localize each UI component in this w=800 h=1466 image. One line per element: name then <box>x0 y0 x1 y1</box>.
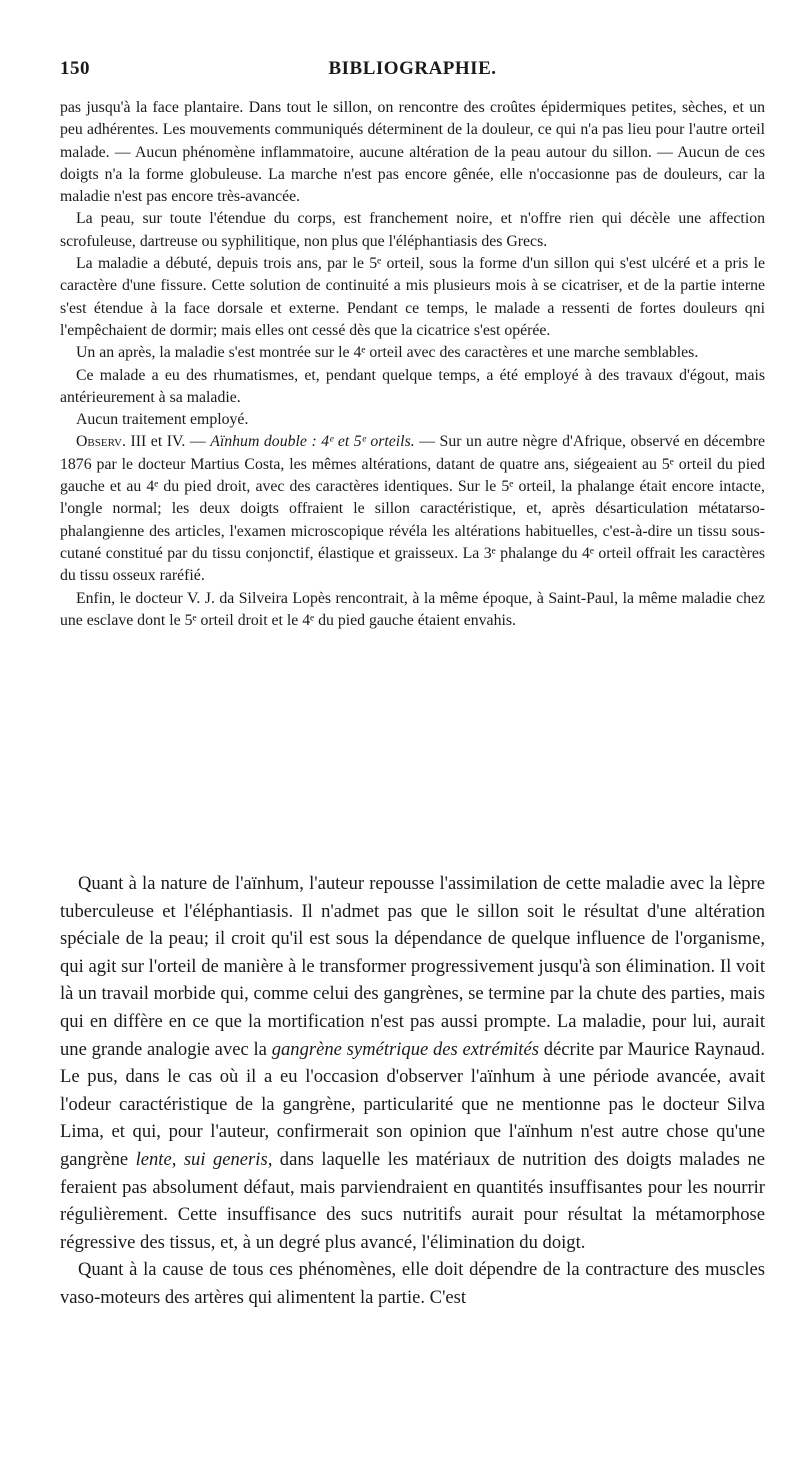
observation-title: Aïnhum double : 4ᵉ et 5ᵉ orteils. <box>210 433 415 451</box>
text-run: décrite par Maurice Raynaud. Le pus, dans le cas où il a eu l'occasion d'observer l'aïnhum à une période avancée, avait l'odeur caractéristique de la gangrène, particularité que ne mentionne pas le docteur Silva Lima, et qui, pour l'auteur, confirmerait son opinion que l'aïnhum n'est autre chose qu'une gangrène <box>60 1038 766 1170</box>
observation-text <box>60 97 765 632</box>
paragraph: Enfin, le docteur V. J. da Silveira Lopès rencontrait, à la même époque, à Saint-Paul, la même maladie chez une esclave dont le 5ᵉ orteil droit et le 4ᵉ du pied gauche étaient envahis. <box>60 589 765 629</box>
paragraph: Quant à la cause de tous ces phénomènes, elle doit dépendre de la contracture des muscles vaso-moteurs des artères qui alimentent la partie. C'est <box>60 1259 765 1308</box>
observation-number: III et IV. — <box>125 433 211 451</box>
running-header <box>60 58 765 88</box>
paragraph <box>60 870 765 1256</box>
paragraph: Un an après, la maladie s'est montrée sur le 4ᵉ orteil avec des caractères et une marche semblables. <box>76 344 699 362</box>
italic-term: gangrène symétrique des extrémités <box>271 1038 539 1060</box>
paragraph: La maladie a débuté, depuis trois ans, par le 5ᵉ orteil, sous la forme d'un sillon qui s'est ulcéré et a pris le caractère d'une fissure. Cette solution de continuité a mis plusieurs mois à se cicatriser, et de la partie interne s'est étendue à la face dorsale et externe. Pendant ce temps, le malade a ressenti de fortes douleurs qni l'empêchaient de dormir; mais elles ont cessé dès que la cicatrice s'est opérée. <box>60 255 765 339</box>
observation-heading-paragraph <box>60 431 765 587</box>
paragraph: Aucun traitement employé. <box>76 411 249 429</box>
paragraph: La peau, sur toute l'étendue du corps, est franchement noire, et n'offre rien qui décèle une affection scrofuleuse, dartreuse ou syphilitique, non plus que l'éléphantiasis des Grecs. <box>60 210 765 250</box>
running-title: BIBLIOGRAPHIE. <box>328 58 497 79</box>
text-run: Quant à la nature de l'aïnhum, l'auteur repousse l'assimilation de cette maladie avec la lèpre tuberculeuse et l'éléphantiasis. Il n'admet pas que le sillon soit le résultat d'une altération spéciale de la peau; il croit qu'il est sous la dépendance de quelque influence de l'organisme, qui agit sur l'orteil de manière à le transformer progressivement jusqu'à son élimination. Il voit là un travail morbide qui, comme celui des gangrènes, se termine par la chute des parties, mais qui en diffère en ce que la mortification n'est pas aussi prompte. La maladie, pour lui, aurait une grande analogie avec la <box>60 873 765 1060</box>
paragraph: pas jusqu'à la face plantaire. Dans tout le sillon, on rencontre des croûtes épidermiques petites, sèches, et un peu adhérentes. Les mouvements communiqués déterminent de la douleur, ce qui n'a pas lieu pour l'autre orteil malade. — Aucun phénomène inflammatoire, aucune altération de la peau autour du sillon. — Aucun de ces doigts n'a la forme globuleuse. La marche n'est pas encore gênée, elle n'occasionne pas de douleurs, car la maladie n'est pas encore très-avancée. <box>60 99 765 206</box>
observation-body: — Sur un autre nègre d'Afrique, observé en décembre 1876 par le docteur Martius Costa, les mêmes altérations, datant de quatre ans, siégeaient au 5ᵉ orteil du pied gauche et au 4ᵉ du pied droit, avec des caractères identiques. Sur le 5ᵉ orteil, la phalange était encore intacte, l'ongle normal; les deux doigts offraient le sillon caractéristique, et, après désarticulation métatarso-phalangienne des articles, l'examen microscopique révéla les altérations habituelles, c'est-à-dire un tissu sous-cutané constitué par du tissu conjonctif, élastique et graisseux. La 3ᵉ phalange du 4ᵉ orteil offrait les caractères du tissu osseux raréfié. <box>60 433 765 585</box>
paragraph: Ce malade a eu des rhumatismes, et, pendant quelque temps, a été employé à des travaux d'égout, mais antérieurement à sa maladie. <box>60 366 765 406</box>
text-run: dans laquelle les matériaux de nutrition des doigts malades ne feraient pas absolument défaut, mais parviendraient en quantités insuffisantes pour les nourrir régulièrement. Cette insuffisance des sucs nutritifs aurait pour résultat la métamorphose régressive des tissus, et, à un degré plus avancé, l'élimination du doigt. <box>60 1148 766 1253</box>
italic-term: lente, sui generis, <box>135 1148 273 1170</box>
observation-label: Observ. <box>76 433 126 451</box>
commentary-text <box>60 870 765 1312</box>
page-number: 150 <box>60 58 90 79</box>
